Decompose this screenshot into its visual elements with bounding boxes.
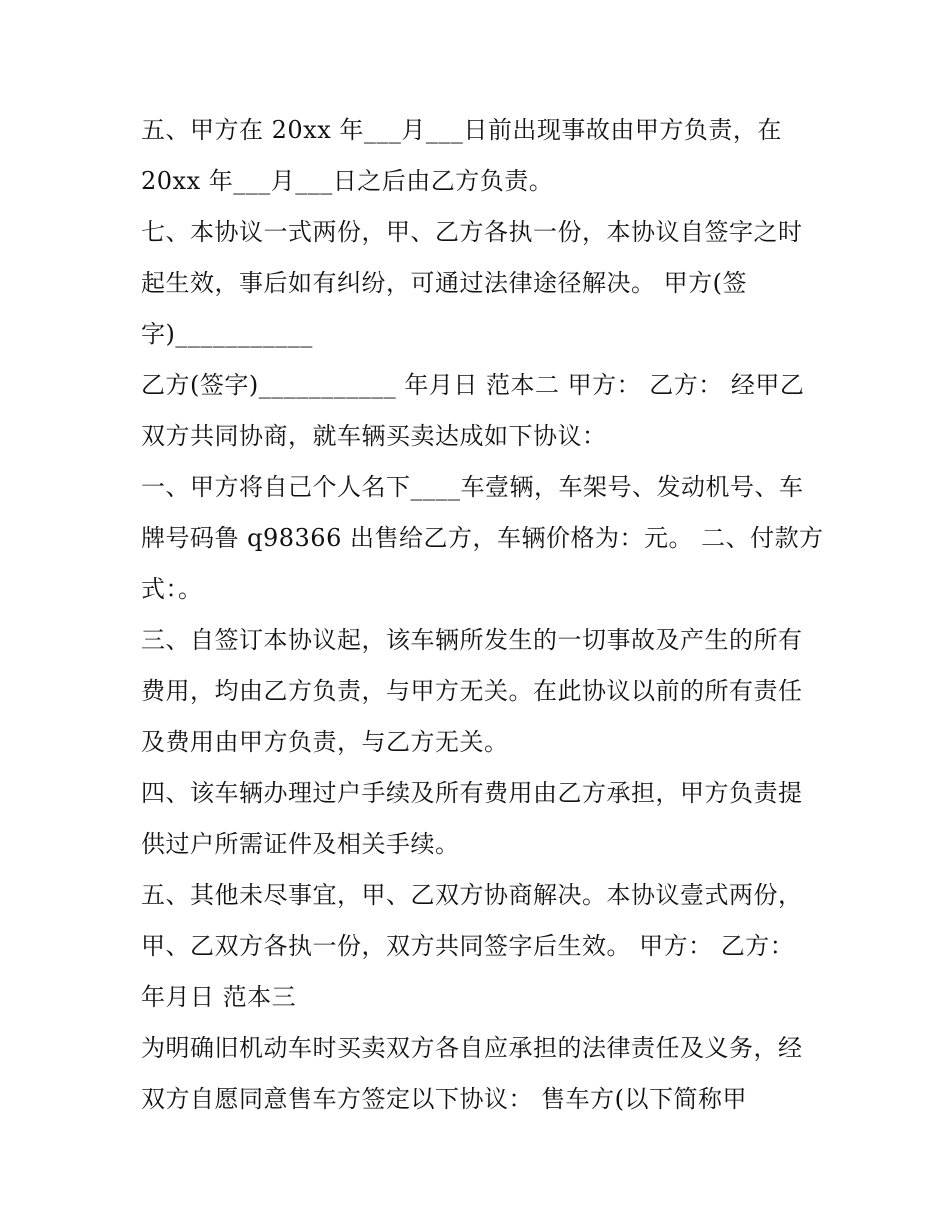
text-line: 起生效，事后如有纠纷，可通过法律途径解决。 甲方(签	[141, 269, 747, 297]
text-line: 年月日 范本三	[141, 983, 297, 1011]
text-line: 为明确旧机动车时买卖双方各自应承担的法律责任及义务，经	[141, 1034, 803, 1062]
document-body	[141, 105, 824, 1125]
text-line: 式：。	[141, 575, 203, 603]
text-line: 四、该车辆办理过户手续及所有费用由乙方承担，甲方负责提	[141, 779, 803, 807]
text-line: 五、其他未尽事宜，甲、乙双方协商解决。本协议壹式两份，	[141, 881, 803, 909]
text-line: 一、甲方将自己个人名下____车壹辆，车架号、发动机号、车	[141, 473, 804, 501]
text-line: 费用，均由乙方负责，与甲方无关。在此协议以前的所有责任	[141, 677, 803, 705]
text-line: 七、本协议一式两份，甲、乙方各执一份，本协议自签字之时	[141, 218, 803, 246]
text-line: 20xx 年___月___日之后由乙方负责。	[141, 167, 554, 195]
text-line: 供过户所需证件及相关手续。	[141, 830, 460, 858]
text-line: 及费用由甲方负责，与乙方无关。	[141, 728, 509, 756]
text-line: 三、自签订本协议起，该车辆所发生的一切事故及产生的所有	[141, 626, 803, 654]
text-line: 牌号码鲁 q98366 出售给乙方，车辆价格为：元。 二、付款方	[141, 524, 824, 552]
text-line: 字)___________	[141, 320, 313, 348]
text-line: 甲、乙双方各执一份，双方共同签字后生效。 甲方： 乙方：	[141, 932, 795, 960]
text-line: 双方自愿同意售车方签定以下协议： 售车方(以下简称甲	[141, 1085, 747, 1113]
text-line: 五、甲方在 20xx 年___月___日前出现事故由甲方负责，在	[141, 116, 782, 144]
text-line: 双方共同协商，就车辆买卖达成如下协议：	[141, 422, 607, 450]
text-line: 乙方(签字)___________ 年月日 范本二 甲方： 乙方： 经甲乙	[141, 371, 805, 399]
